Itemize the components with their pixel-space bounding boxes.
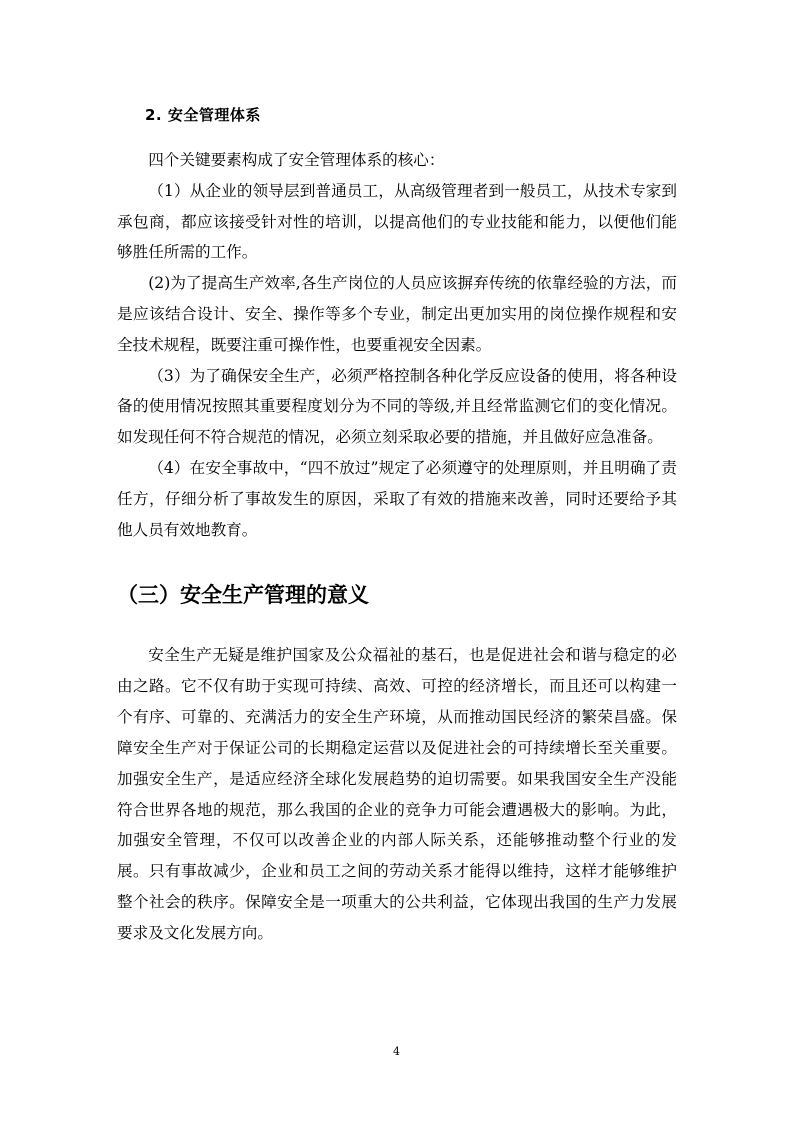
chapter-body xyxy=(117,640,677,949)
page-number: 4 xyxy=(393,1045,400,1058)
intro-paragraph: 四个关键要素构成了安全管理体系的核心： xyxy=(148,151,445,169)
section-body xyxy=(117,145,677,545)
list-item: （1）从企业的领导层到普通员工，从高级管理者到一般员工，从技术专家到承包商，都应该接受针对性的培训，以提高他们的专业技能和能力，以便他们能够胜任所需的工作。 xyxy=(117,181,677,262)
body-paragraph: 安全生产无疑是维护国家及公众福祉的基石，也是促进社会和谐与稳定的必由之路。它不仅有助于实现可持续、高效、可控的经济增长，而且还可以构建一个有序、可靠的、充满活力的安全生产环境，从而推动国民经济的繁荣昌盛。保障安全生产对于保证公司的长期稳定运营以及促进社会的可持续增长至关重要。加强安全生产，是适应经济全球化发展趋势的迫切需要。如果我国安全生产没能符合世界各地的规范，那么我国的企业的竞争力可能会遭遇极大的影响。为此，加强安全管理，不仅可以改善企业的内部人际关系，还能够推动整个行业的发展。只有事故减少，企业和员工之间的劳动关系才能得以维持，这样才能够维护整个社会的秩序。保障安全是一项重大的公共利益，它体现出我国的生产力发展要求及文化发展方向。 xyxy=(117,646,677,943)
section-heading: 2. 安全管理体系 xyxy=(145,106,261,124)
list-item: （3）为了确保安全生产，必须严格控制各种化学反应设备的使用，将各种设备的使用情况按照其重要程度划分为不同的等级,并且经常监测它们的变化情况。如发现任何不符合规范的情况，必须立刻采取必要的措施，并且做好应急准备。 xyxy=(117,366,677,447)
list-item: (2)为了提高生产效率,各生产岗位的人员应该摒弃传统的依靠经验的方法，而是应该结合设计、安全、操作等多个专业，制定出更加实用的岗位操作规程和安全技术规程，既要注重可操作性，也要重视安全因素。 xyxy=(117,274,677,354)
chapter-heading: （三）安全生产管理的意义 xyxy=(117,583,369,607)
list-item: （4）在安全事故中，“四不放过”规定了必须遵守的处理原则，并且明确了责任方，仔细分析了事故发生的原因，采取了有效的措施来改善，同时还要给予其他人员有效地教育。 xyxy=(117,458,677,539)
